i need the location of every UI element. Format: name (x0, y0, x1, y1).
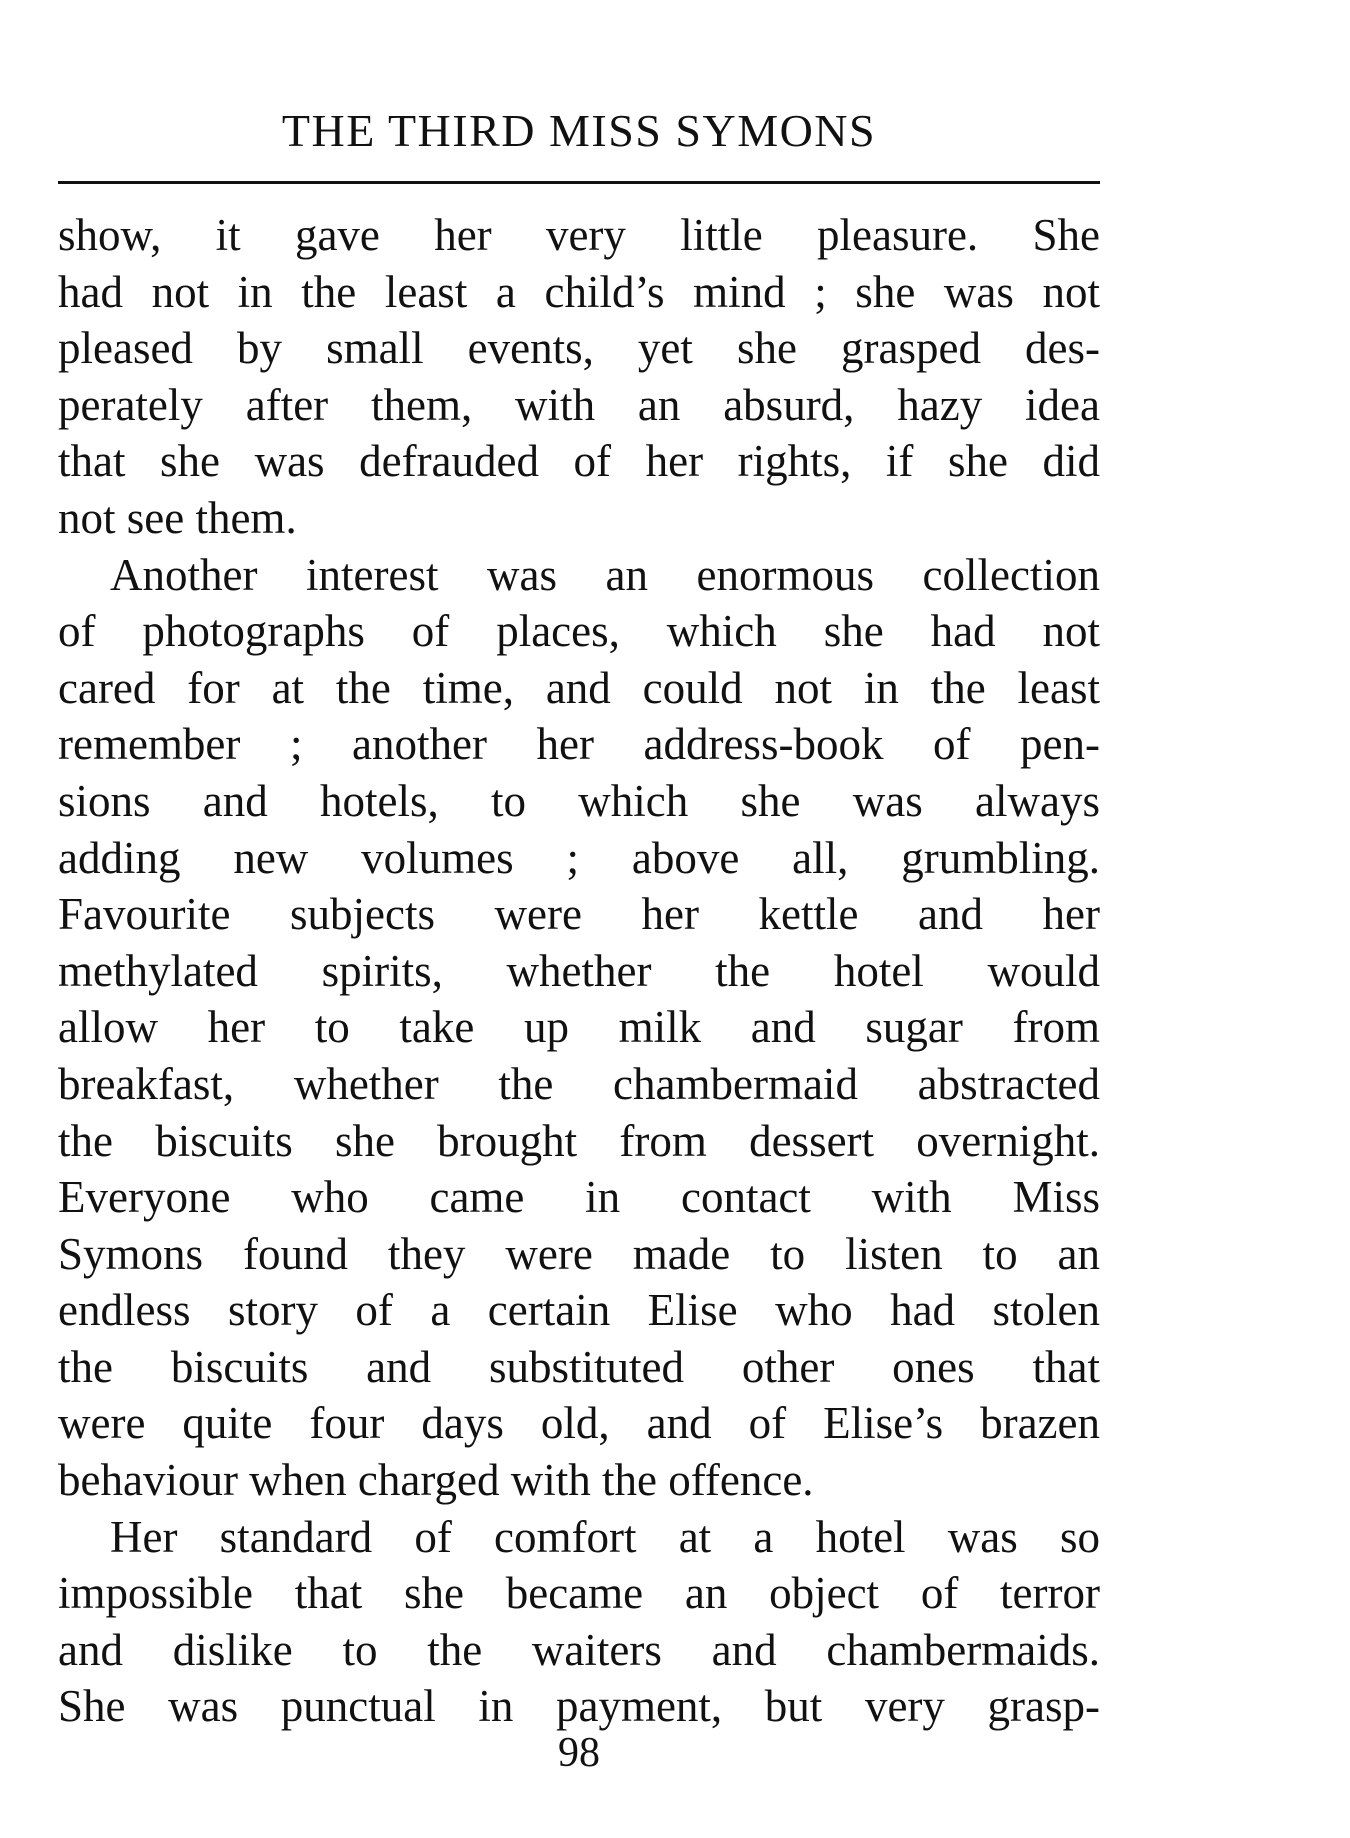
text-line: remember ; another her address-book of pen- (58, 719, 1100, 770)
text-line: Symons found they were made to listen to an (58, 1228, 1100, 1279)
paragraph-first-line: Her standard of comfort at a hotel was so (110, 1511, 1100, 1562)
text-line: had not in the least a child’s mind ; she was not (58, 266, 1100, 317)
text-line: Everyone who came in contact with Miss (58, 1172, 1100, 1223)
text-line: and dislike to the waiters and chambermaids. (58, 1624, 1100, 1675)
text-line: pleased by small events, yet she grasped des- (58, 323, 1100, 374)
text-line: sions and hotels, to which she was always (58, 775, 1100, 826)
paragraph-first-line: Another interest was an enormous collection (110, 549, 1100, 600)
text-line: perately after them, with an absurd, hazy idea (58, 379, 1100, 430)
body-text (58, 207, 1100, 1735)
text-line: of photographs of places, which she had not (58, 606, 1100, 657)
page-number: 98 (558, 1730, 600, 1776)
text-line: not see them. (58, 492, 297, 543)
running-head: THE THIRD MISS SYMONS (281, 105, 877, 156)
text-line: show, it gave her very little pleasure. She (58, 210, 1100, 260)
text-line: She was punctual in payment, but very grasp- (58, 1681, 1100, 1732)
text-line: that she was defrauded of her rights, if she did (58, 436, 1100, 487)
text-line: allow her to take up milk and sugar from (58, 1002, 1100, 1053)
text-line: adding new volumes ; above all, grumbling. (58, 832, 1100, 883)
text-line: methylated spirits, whether the hotel would (58, 945, 1100, 996)
text-line: impossible that she became an object of terror (58, 1568, 1100, 1619)
text-line: endless story of a certain Elise who had stolen (58, 1285, 1100, 1336)
text-line: cared for at the time, and could not in the least (58, 662, 1100, 713)
text-line: Favourite subjects were her kettle and her (58, 889, 1100, 940)
text-line: behaviour when charged with the offence. (58, 1455, 814, 1506)
header-rule (58, 181, 1100, 184)
text-line: were quite four days old, and of Elise’s brazen (58, 1398, 1100, 1449)
text-line: the biscuits and substituted other ones that (58, 1341, 1100, 1392)
text-line: breakfast, whether the chambermaid abstracted (58, 1058, 1100, 1109)
text-line: the biscuits she brought from dessert overnight. (58, 1115, 1100, 1166)
